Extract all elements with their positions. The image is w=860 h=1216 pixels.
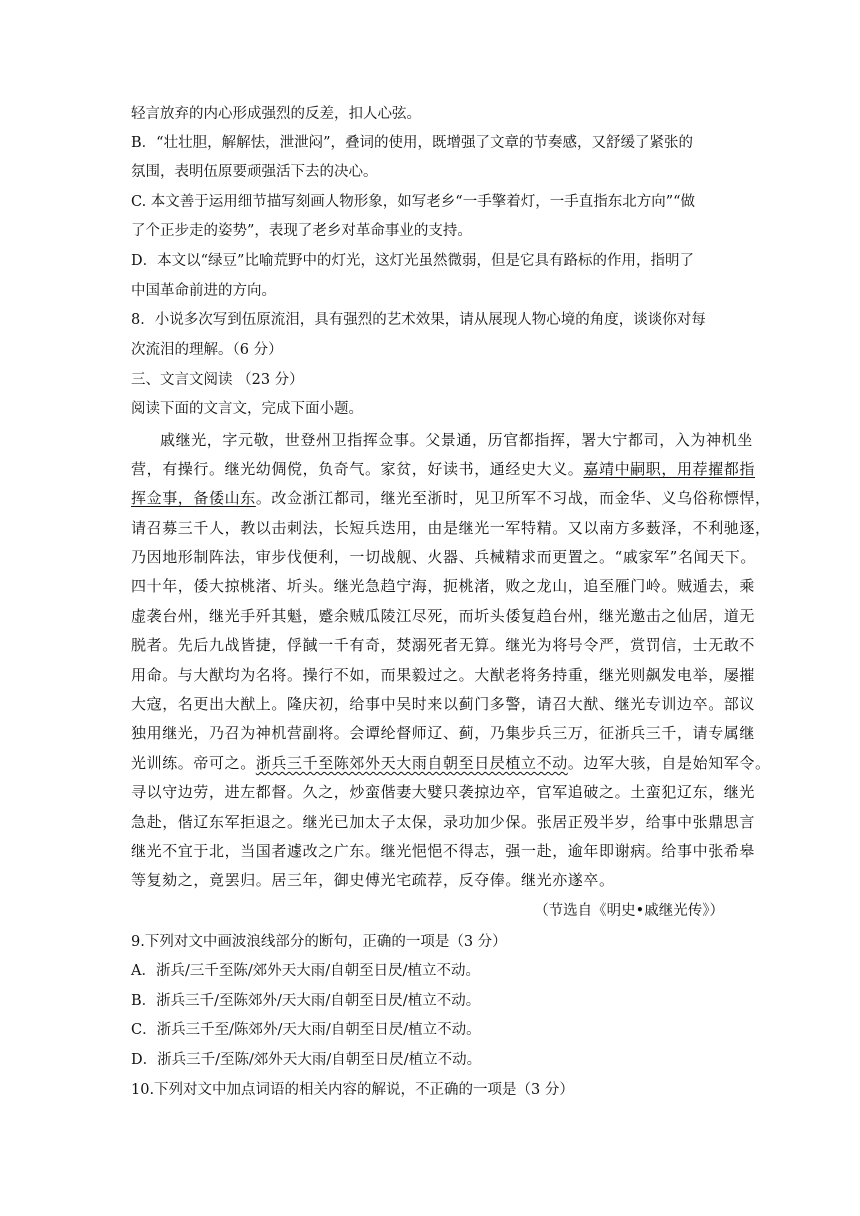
passage-line: 虚袭台州，继光手歼其魁，蹙余贼瓜陵江尽死，而圻头倭复趋台州，继光邀击之仙居，道无	[131, 607, 756, 625]
passage-line: 寻以守边劳，进左都督。久之，炒蛮偕妻大嬖只袭掠边卒，官军追破之。土蛮犯辽东，继光	[131, 783, 756, 801]
passage-line: 光训练。帝可之。浙兵三千至陈郊外天大雨自朝至日昃植立不动。边军大骇，自是始知军令。	[131, 754, 771, 772]
question-9: 9.下列对文中画波浪线部分的断句，正确的一项是（3 分）	[131, 934, 507, 950]
text-line: 了个正步走的姿势”，表现了老乡对革命事业的支持。	[131, 223, 472, 239]
text-line: 次流泪的理解。（6 分）	[131, 342, 283, 358]
option-b-line: B．“壮壮胆，解解怯，泄泄闷”，叠词的使用，既增强了文章的节奏感，又舒缓了紧张的	[131, 135, 693, 151]
passage-line: 戚继光，字元敬，世登州卫指挥佥事。父景通，历官都指挥，署大宁都司，入为神机坐	[160, 431, 753, 449]
option-c-line: C. 本文善于运用细节描写刻画人物形象，如写老乡“一手擎着灯，一手直指东北方向”“做	[131, 194, 696, 210]
underlined-sentence: 挥佥事，备倭山东	[131, 489, 256, 507]
passage-line: 挥佥事，备倭山东。改佥浙江都司，继光至浙时，见卫所军不习战，而金华、义乌俗称慓悍，	[131, 489, 771, 507]
passage-line: 营，有操行。继光幼倜傥，负奇气。家贫，好读书，通经史大义。嘉靖中嗣职，用荐擢都指	[131, 460, 756, 478]
text-line: 氛围，表明伍原要顽强活下去的决心。	[131, 164, 378, 180]
instruction: 阅读下面的文言文，完成下面小题。	[131, 401, 363, 417]
question-9-option-d: D．浙兵三千/至陈/郊外天大雨/自朝至日昃/植立不动。	[131, 1052, 482, 1068]
wavy-underlined-sentence: 浙兵三千至陈郊外天大雨自朝至日昃植立不动	[255, 754, 568, 772]
passage-line: 乃因地形制阵法，审步伐便利，一切战舰、火器、兵械精求而更置之。“戚家军”名闻天下。	[131, 548, 756, 566]
question-9-option-c: C．浙兵三千至/陈郊外/天大雨/自朝至日昃/植立不动。	[131, 1022, 481, 1038]
section-heading: 三、文言文阅读 （23 分）	[131, 372, 304, 388]
question-10: 10.下列对文中加点词语的相关内容的解说，不正确的一项是（3 分）	[131, 1082, 574, 1098]
passage-line: 继光不宜于北，当国者遽改之广东。继光悒悒不得志，强一赴，逾年即谢病。给事中张希皋	[131, 842, 756, 860]
passage-line: 独用继光，乃召为神机营副将。会谭纶督师辽、蓟，乃集步兵三万，征浙兵三千，请专属继	[131, 724, 756, 742]
passage-line: 脱者。先后九战皆捷，俘馘一千有奇，焚溺死者无算。继光为将号令严，赏罚信，士无敢不	[131, 636, 756, 654]
passage-line: 四十年，倭大掠桃渚、圻头。继光急趋宁海，扼桃渚，败之龙山，追至雁门岭。贼遁去，乘	[131, 577, 756, 595]
passage-source: （节选自《明史•戚继光传》）	[534, 903, 724, 919]
question-8: 8．小说多次写到伍原流泪，具有强烈的艺术效果，请从展现人物心境的角度，谈谈你对每	[131, 312, 706, 328]
text-line: 中国革命前进的方向。	[131, 283, 276, 299]
passage-line: 等复劾之，竟罢归。居三年，御史傅光宅疏荐，反夺俸。继光亦遂卒。	[131, 871, 615, 889]
text-line: 轻言放弃的内心形成强烈的反差，扣人心弦。	[131, 106, 421, 122]
passage-line: 急赴，偕辽东军拒退之。继光已加太子太保，录功加少保。张居正殁半岁，给事中张鼎思言	[131, 813, 756, 831]
passage-line: 大寇，名更出大猷上。隆庆初，给事中吴时来以蓟门多警，请召大猷、继光专训边卒。部议	[131, 695, 756, 713]
question-9-option-a: A．浙兵/三千至陈/郊外天大雨/自朝至日昃/植立不动。	[131, 963, 481, 979]
underlined-sentence: 嘉靖中嗣职，用荐擢都指	[583, 460, 756, 478]
passage-line: 请召募三千人，教以击刺法，长短兵迭用，由是继光一军特精。又以南方多薮泽，不利驰逐，	[131, 519, 771, 537]
question-9-option-b: B．浙兵三千/至陈郊外/天大雨/自朝至日昃/植立不动。	[131, 993, 481, 1009]
option-d-line: D．本文以“绿豆”比喻荒野中的灯光，这灯光虽然微弱，但是它具有路标的作用，指明了	[131, 253, 694, 269]
passage-line: 用命。与大猷均为名将。操行不如，而果毅过之。大猷老将务持重，继光则飙发电举，屡摧	[131, 666, 756, 684]
